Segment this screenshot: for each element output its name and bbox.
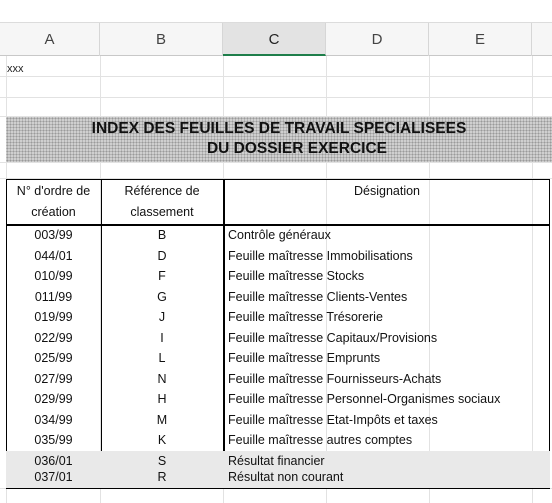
designation-cell[interactable]: Contrôle généraux xyxy=(228,228,331,242)
reference-cell[interactable]: L xyxy=(158,351,166,365)
table-row[interactable] xyxy=(6,307,550,328)
table-row[interactable] xyxy=(6,430,550,451)
reference-cell[interactable]: J xyxy=(158,310,166,324)
column-header-e[interactable]: E xyxy=(429,23,532,56)
header-num-line1: N° d'ordre de xyxy=(16,184,91,198)
column-header-c[interactable]: C xyxy=(223,23,326,56)
designation-cell[interactable]: Feuille maîtresse Fournisseurs-Achats xyxy=(228,371,442,386)
column-header-d[interactable]: D xyxy=(326,23,429,56)
reference-cell[interactable]: I xyxy=(160,330,164,345)
order-number-cell[interactable]: 036/01 xyxy=(34,453,73,468)
gridline xyxy=(0,97,552,98)
reference-cell[interactable]: B xyxy=(157,228,167,242)
table-row[interactable] xyxy=(6,348,550,369)
reference-cell[interactable]: F xyxy=(158,269,166,283)
table-row[interactable] xyxy=(6,287,550,308)
reference-cell[interactable]: D xyxy=(157,248,167,263)
header-ref-line2: classement xyxy=(130,205,194,219)
column-header-bar xyxy=(0,22,552,56)
order-number-cell[interactable]: 029/99 xyxy=(34,392,73,406)
designation-cell[interactable]: Feuille maîtresse Emprunts xyxy=(228,351,381,365)
table-row[interactable] xyxy=(6,266,550,287)
gridline xyxy=(0,76,552,77)
table-row[interactable] xyxy=(6,389,550,410)
cell-a1[interactable]: xxx xyxy=(7,63,24,75)
designation-cell[interactable]: Feuille maîtresse Stocks xyxy=(228,269,365,283)
reference-cell[interactable]: K xyxy=(157,433,167,447)
table-row[interactable] xyxy=(6,328,550,349)
order-number-cell[interactable]: 019/99 xyxy=(34,310,73,324)
order-number-cell[interactable]: 034/99 xyxy=(34,412,73,427)
order-number-cell[interactable]: 010/99 xyxy=(34,269,73,283)
reference-cell[interactable]: S xyxy=(157,453,167,468)
reference-cell[interactable]: G xyxy=(157,289,167,304)
table-row[interactable] xyxy=(6,225,550,246)
designation-cell[interactable]: Feuille maîtresse Clients-Ventes xyxy=(228,289,408,304)
column-header-a[interactable]: A xyxy=(0,23,100,56)
table-row[interactable] xyxy=(6,467,550,488)
designation-cell[interactable]: Feuille maîtresse autres comptes xyxy=(228,433,413,447)
order-number-cell[interactable]: 025/99 xyxy=(34,351,73,365)
designation-cell[interactable]: Feuille maîtresse Personnel-Organismes sociaux xyxy=(228,392,501,406)
header-num-line2: création xyxy=(31,205,76,219)
table-row[interactable] xyxy=(6,369,550,390)
table-row[interactable] xyxy=(6,410,550,431)
order-number-cell[interactable]: 011/99 xyxy=(34,289,73,304)
designation-cell[interactable]: Feuille maîtresse Etat-Impôts et taxes xyxy=(228,412,438,427)
order-number-cell[interactable]: 027/99 xyxy=(34,371,73,386)
reference-cell[interactable]: M xyxy=(156,412,168,427)
title-line-2: DU DOSSIER EXERCICE xyxy=(206,140,387,157)
column-header-b[interactable]: B xyxy=(100,23,223,56)
gridline xyxy=(0,162,552,163)
reference-cell[interactable]: N xyxy=(157,371,167,386)
reference-cell[interactable]: R xyxy=(157,470,167,484)
order-number-cell[interactable]: 037/01 xyxy=(34,470,73,484)
header-designation: Désignation xyxy=(353,184,420,198)
designation-cell[interactable]: Feuille maîtresse Immobilisations xyxy=(228,248,413,263)
designation-cell[interactable]: Résultat financier xyxy=(228,453,325,468)
order-number-cell[interactable]: 044/01 xyxy=(34,248,73,263)
table-row[interactable] xyxy=(6,246,550,267)
header-ref-line1: Référence de xyxy=(124,184,200,198)
reference-cell[interactable]: H xyxy=(157,392,167,406)
designation-cell[interactable]: Feuille maîtresse Trésorerie xyxy=(228,310,383,324)
title-line-1: INDEX DES FEUILLES DE TRAVAIL SPECIALISEES xyxy=(91,120,467,137)
order-number-cell[interactable]: 035/99 xyxy=(34,433,73,447)
designation-cell[interactable]: Résultat non courant xyxy=(228,470,344,484)
order-number-cell[interactable]: 022/99 xyxy=(34,330,73,345)
designation-cell[interactable]: Feuille maîtresse Capitaux/Provisions xyxy=(228,330,438,345)
order-number-cell[interactable]: 003/99 xyxy=(34,228,73,242)
